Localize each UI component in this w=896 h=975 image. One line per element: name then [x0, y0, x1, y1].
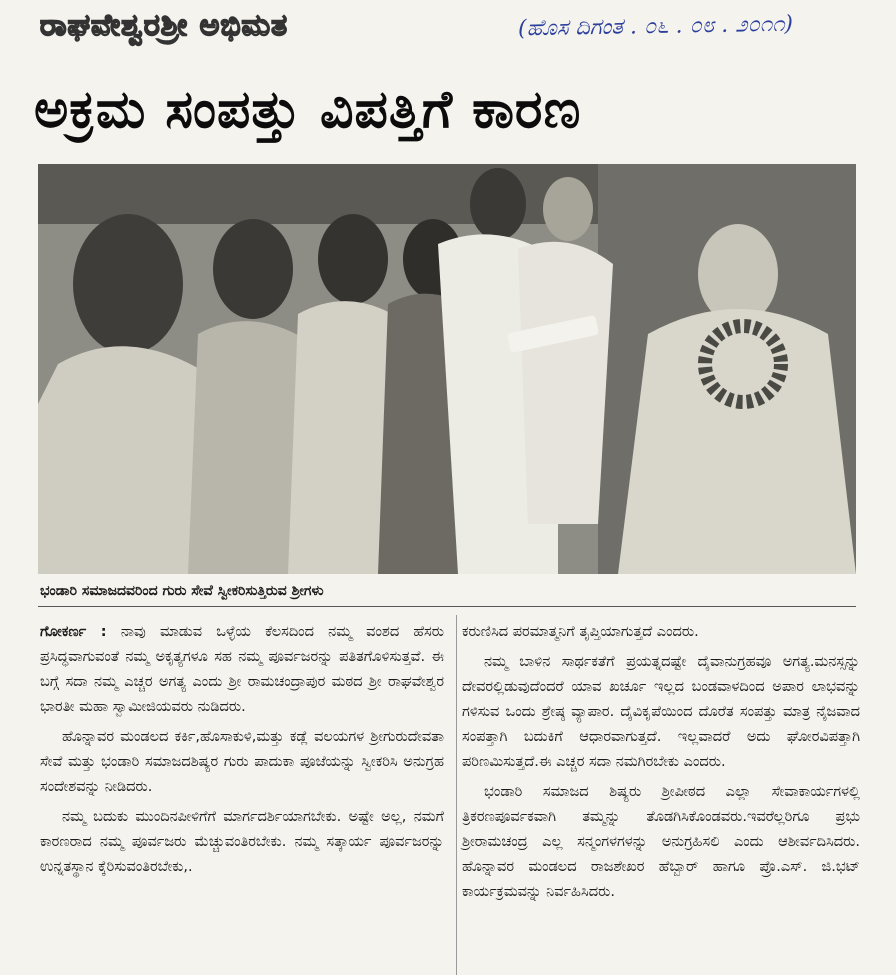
column-divider [456, 615, 457, 975]
news-photo [38, 164, 856, 574]
headline: ಅಕ್ರಮ ಸಂಪತ್ತು ವಿಪತ್ತಿಗೆ ಕಾರಣ [34, 80, 582, 140]
paragraph: ನಮ್ಮ ಬಾಳಿನ ಸಾರ್ಥಕತೆಗೆ ಪ್ರಯತ್ನದಷ್ಟೇ ದೈವಾನುಗ್ರಹವೂ ಅಗತ್ಯ.ಮನಸ್ಸನ್ನು ದೇವರಲ್ಲಿಡುವುದೆಂದರೆ ಯಾವ ಖರ್ಚೂ ಇಲ್ಲದ ಬಂಡವಾಳದಿಂದ ಅಪಾರ ಲಾಭವನ್ನು ಗಳಿಸುವ ಒಂದು ಶ್ರೇಷ್ಠ ವ್ಯಾಪಾರ. ದೈವಿಕೃಪೆಯಿಂದ ದೊರೆತ ಸಂಪತ್ತು ಮಾತ್ರ ನೈಜವಾದ ಸಂಪತ್ತಾಗಿ ಬದುಕಿಗೆ ಆಧಾರವಾಗುತ್ತದೆ. ಇಲ್ಲವಾದರೆ ಅದು ಘೋರವಿಪತ್ತಾಗಿ ಪರಿಣಮಿಸುತ್ತದೆ.ಈ ಎಚ್ಚರ ಸದಾ ನಮಗಿರಬೇಕು ಎಂದರು. [462, 654, 860, 770]
column-title: ರಾಘವೇಶ್ವರಶ್ರೀ ಅಭಿಮತ [40, 8, 288, 43]
paragraph: ಹೊನ್ನಾವರ ಮಂಡಲದ ಕರ್ಕಿ,ಹೊಸಾಕುಳಿ,ಮತ್ತು ಕಡ್ಲೆ ವಲಯಗಳ ಶ್ರೀಗುರುದೇವತಾ ಸೇವೆ ಮತ್ತು ಭಂಡಾರಿ ಸಮಾಜದಶಿಷ್ಯರ ಗುರು ಪಾದುಕಾ ಪೂಜೆಯನ್ನು ಸ್ವೀಕರಿಸಿ ಅನುಗ್ರಹ ಸಂದೇಶವನ್ನು ನೀಡಿದರು. [40, 729, 444, 795]
paragraph: ನಮ್ಮ ಬದುಕು ಮುಂದಿನಪೀಳಿಗೆಗೆ ಮಾರ್ಗದರ್ಶಿಯಾಗಬೇಕು. ಅಷ್ಟೇ ಅಲ್ಲ, ನಮಗೆ ಕಾರಣರಾದ ನಮ್ಮ ಪೂರ್ವಜರು ಮೆಚ್ಚುವಂತಿರಬೇಕು. ನಮ್ಮ ಸತ್ಕಾರ್ಯ ಪೂರ್ವಜರನ್ನು ಉನ್ನತಸ್ಥಾನ ಕ್ಕೆರಿಸುವಂತಿರಬೇಕು,. [40, 809, 444, 875]
article-column-right [462, 620, 860, 910]
divider [38, 606, 856, 607]
paragraph [40, 620, 444, 720]
paragraph: ಭಂಡಾರಿ ಸಮಾಜದ ಶಿಷ್ಯರು ಶ್ರೀಪೀಠದ ಎಲ್ಲಾ ಸೇವಾಕಾರ್ಯಗಳಲ್ಲಿ ತ್ರಿಕರಣಪೂರ್ವಕವಾಗಿ ತಮ್ಮನ್ನು ತೊಡಗಿಸಿಕೊಂಡವರು.ಇವರೆಲ್ಲರಿಗೂ ಪ್ರಭು ಶ್ರೀರಾಮಚಂದ್ರ ಎಲ್ಲ ಸನ್ಮಂಗಳಗಳನ್ನು ಅನುಗ್ರಹಿಸಲಿ ಎಂದು ಆಶೀರ್ವದಿಸಿದರು. ಹೊನ್ನಾವರ ಮಂಡಲದ ರಾಜಶೇಖರ ಹೆಬ್ಬಾರ್ ಹಾಗೂ ಪ್ರೊ.ಎಸ್. ಜಿ.ಭಟ್ ಕಾರ್ಯಕ್ರಮವನ್ನು ನಿರ್ವಹಿಸಿದರು. [462, 784, 860, 900]
article-column-left [40, 620, 444, 885]
handwritten-date-note: (ಹೊಸ ದಿಗಂತ . ೦೬ . ೦೮ . ೨೦೧೧) [517, 11, 794, 42]
paragraph-text: ನಾವು ಮಾಡುವ ಒಳ್ಳೆಯ ಕೆಲಸದಿಂದ ನಮ್ಮ ವಂಶದ ಹೆಸರು ಪ್ರಸಿದ್ಧವಾಗುವಂತೆ ನಮ್ಮ ಅಕೃತ್ಯಗಳೂ ಸಹ ನಮ್ಮ ಪೂರ್ವಜರನ್ನು ಪತಿತಗೊಳಿಸುತ್ತವೆ. ಈ ಬಗ್ಗೆ ಸದಾ ನಮ್ಮ ಎಚ್ಚರ ಅಗತ್ಯ ಎಂದು ಶ್ರೀ ರಾಮಚಂದ್ರಾಪುರ ಮಠದ ಶ್ರೀ ರಾಘವೇಶ್ವರ ಭಾರತೀ ಮಹಾ ಸ್ವಾಮೀಜಿಯವರು ನುಡಿದರು. [40, 624, 445, 715]
photo-illustration [38, 164, 856, 574]
dateline: ಗೋಕರ್ಣ : [40, 624, 107, 640]
photo-caption: ಭಂಡಾರಿ ಸಮಾಜದವರಿಂದ ಗುರು ಸೇವೆ ಸ್ವೀಕರಿಸುತ್ತಿರುವ ಶ್ರೀಗಳು [40, 583, 324, 599]
paragraph: ಕರುಣಿಸಿದ ಪರಮಾತ್ಮನಿಗೆ ತೃಪ್ತಿಯಾಗುತ್ತದೆ ಎಂದರು. [462, 624, 699, 640]
